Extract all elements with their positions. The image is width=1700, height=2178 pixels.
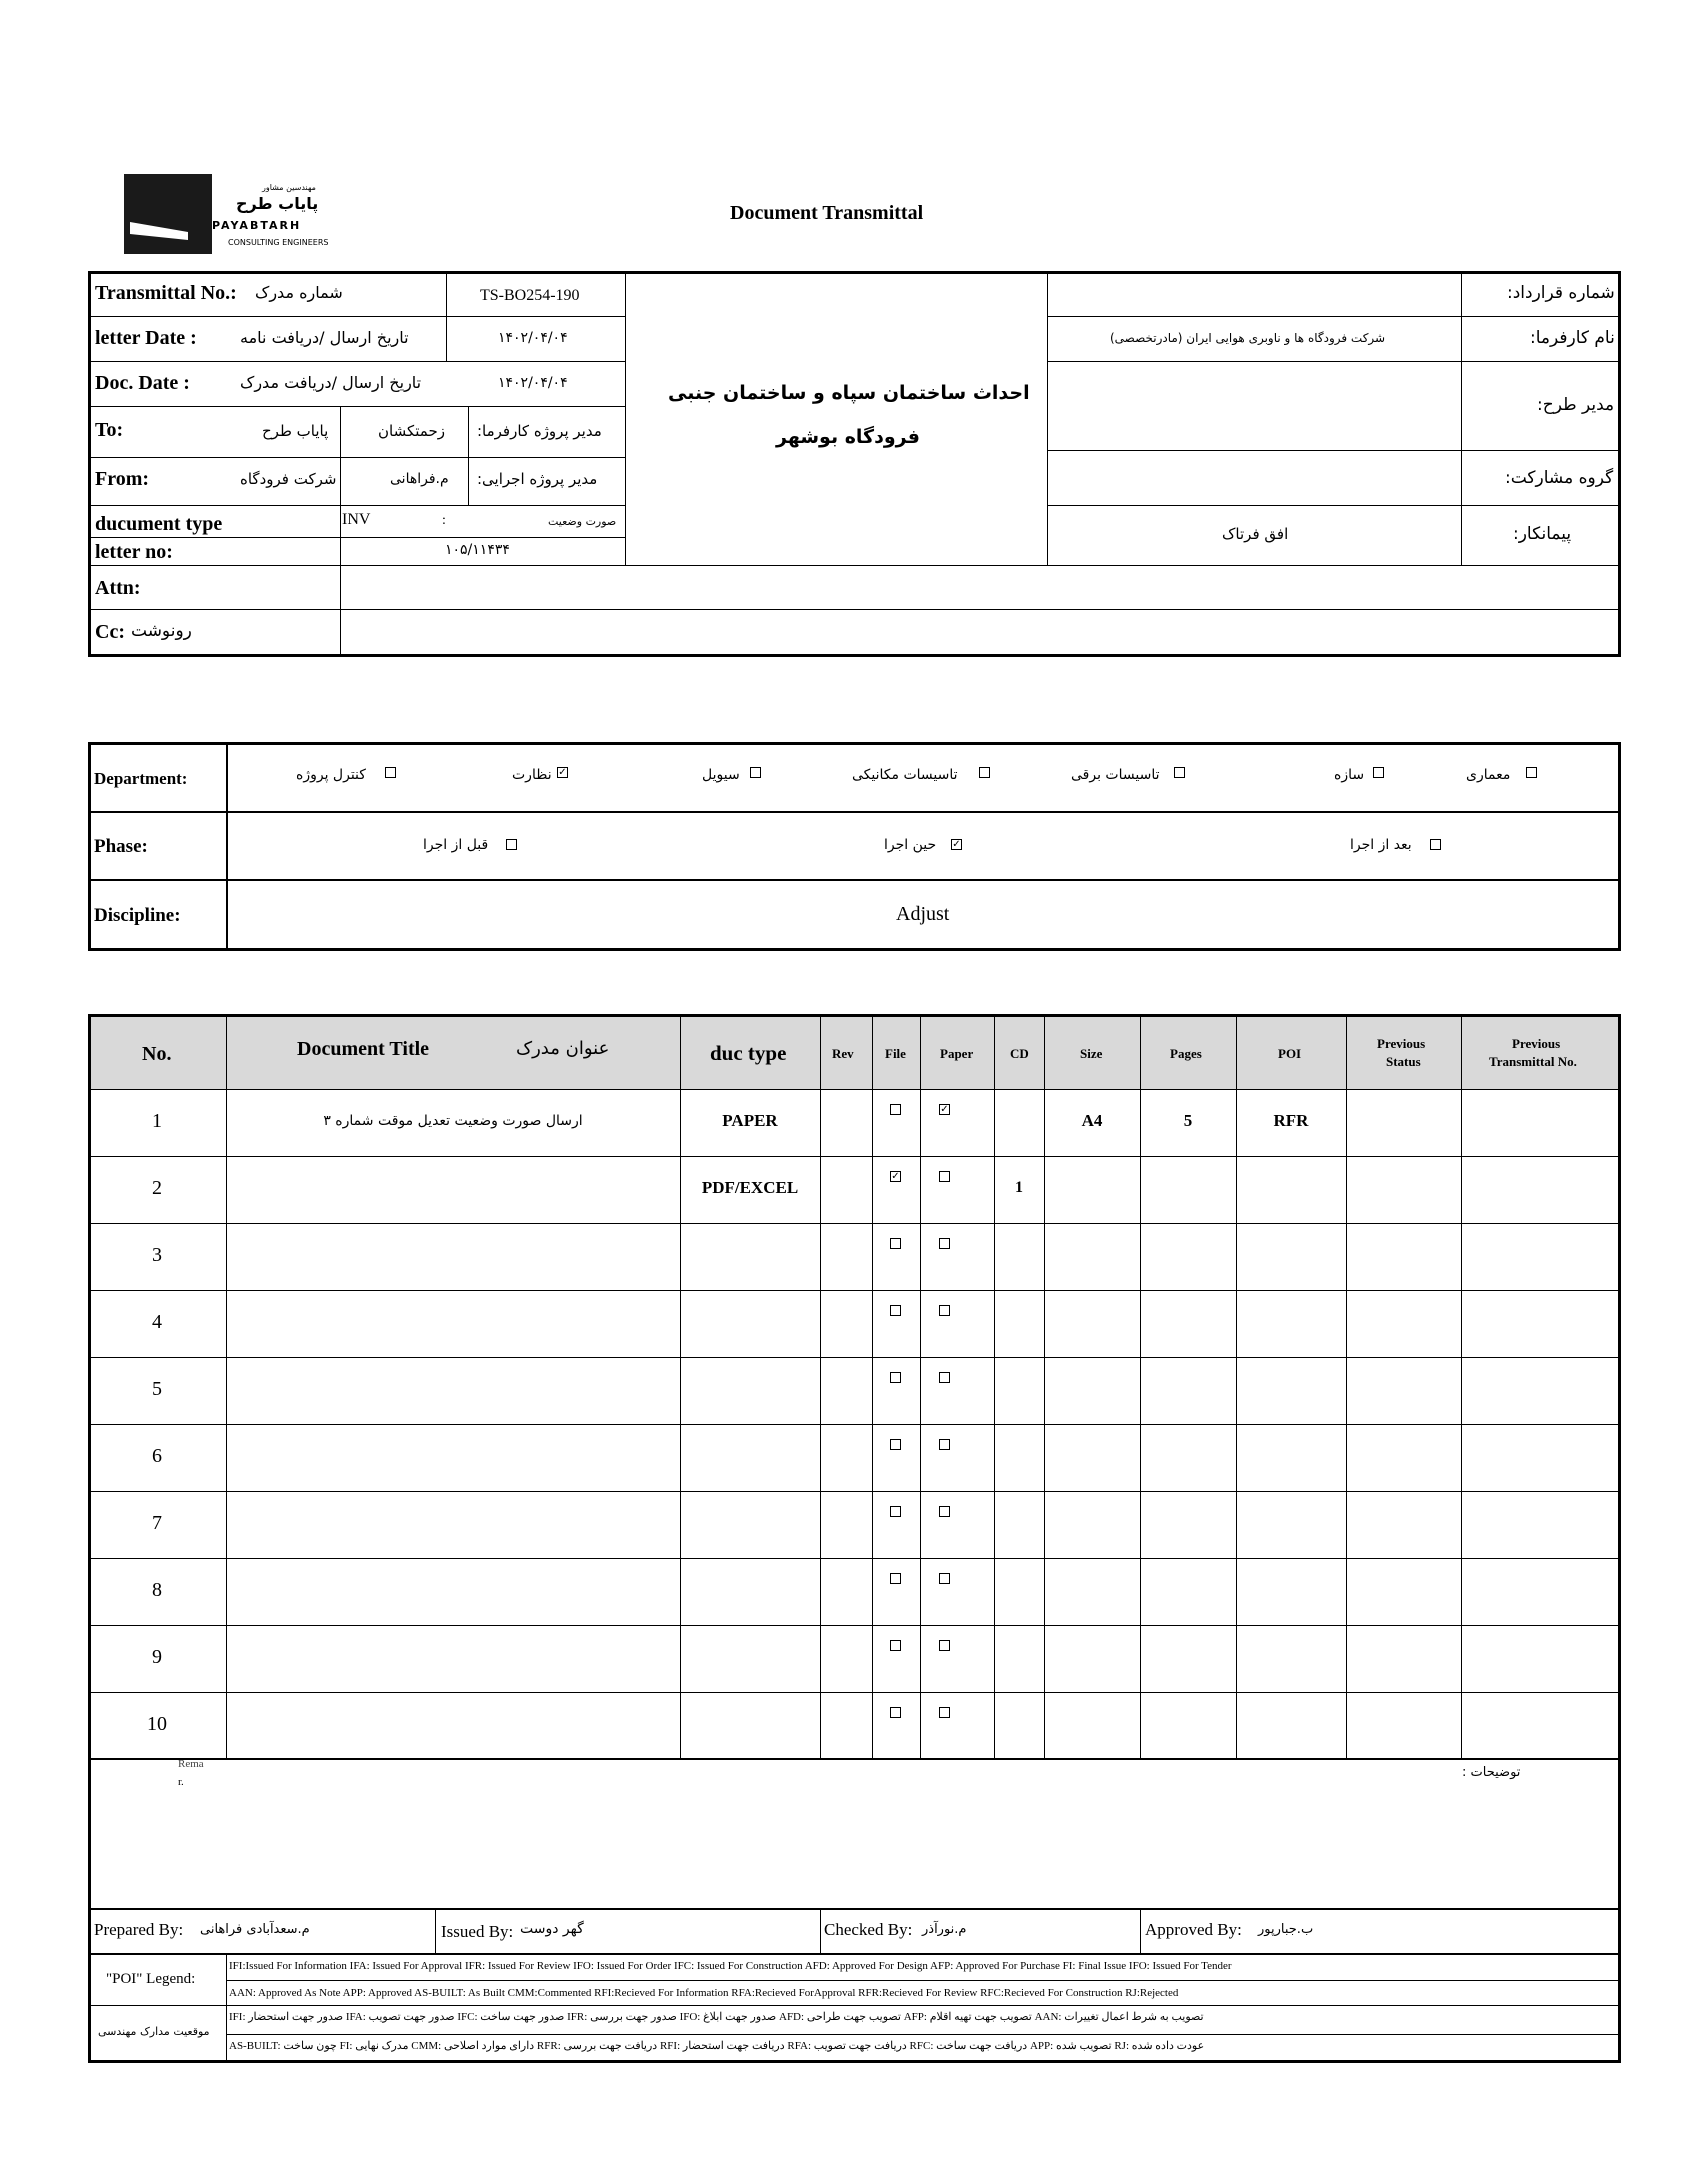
phase-label-text: قبل از اجرا <box>423 837 489 853</box>
logo-name-en: PAYABTARH <box>212 219 302 232</box>
phase-label-text: بعد از اجرا <box>1350 837 1412 853</box>
col-header-rev: Rev <box>832 1046 854 1061</box>
to-value: پایاب طرح <box>262 422 329 440</box>
to-person: زحمتکشان <box>378 422 445 440</box>
dept-label: سیویل <box>702 767 740 783</box>
cell-no: 9 <box>152 1645 162 1668</box>
col-header-poi: POI <box>1278 1046 1302 1061</box>
issued-by-label: Issued By: <box>441 1922 514 1941</box>
transmittal-no-label: Transmittal No.: <box>95 282 237 304</box>
paper-checkbox[interactable] <box>939 1573 950 1584</box>
file-checkbox[interactable] <box>890 1238 901 1249</box>
dept-label: سازه <box>1334 767 1365 783</box>
remarks-sub: r. <box>178 1776 184 1788</box>
legend-label-en: "POI" Legend: <box>106 1971 196 1987</box>
page-title: Document Transmittal <box>730 202 924 224</box>
dept-label: کنترل پروژه <box>296 767 366 783</box>
cell-no: 4 <box>152 1310 162 1333</box>
file-checkbox[interactable] <box>890 1372 901 1383</box>
contractor-value: افق فرتاک <box>1222 525 1289 543</box>
file-checkbox[interactable]: ✓ <box>891 1171 900 1182</box>
file-checkbox[interactable] <box>890 1305 901 1316</box>
cell-no: 2 <box>152 1176 162 1199</box>
col-header-doc-title-fa: عنوان مدرک <box>516 1038 610 1059</box>
from-value: شرکت فرودگاه <box>240 470 337 488</box>
letter-no-label: letter no: <box>95 541 173 563</box>
paper-checkbox[interactable] <box>939 1171 950 1182</box>
phase-checkbox[interactable] <box>1430 839 1441 850</box>
paper-checkbox[interactable] <box>939 1305 950 1316</box>
col-header-prev-trans-1: Previous <box>1512 1036 1561 1051</box>
col-header-pages: Pages <box>1170 1046 1202 1061</box>
discipline-value: Adjust <box>896 903 950 925</box>
cell-no: 1 <box>152 1109 162 1132</box>
doc-type-colon: : <box>442 513 446 528</box>
approved-by-value: ب.جبارپور <box>1258 1922 1314 1937</box>
letter-no-value: ۱۰۵/۱۱۴۳۴ <box>445 542 510 558</box>
paper-checkbox[interactable] <box>939 1640 950 1651</box>
col-header-no: No. <box>142 1043 172 1065</box>
from-role-fa: مدیر پروژه اجرایی: <box>477 470 598 488</box>
transmittal-no-value: TS-BO254-190 <box>480 287 580 304</box>
from-label: From: <box>95 468 150 490</box>
manager-label: مدیر طرح: <box>1537 395 1615 415</box>
logo-mark-icon <box>124 174 212 254</box>
checked-by-label: Checked By: <box>824 1920 913 1939</box>
dept-checkbox[interactable] <box>750 767 761 778</box>
to-label: To: <box>95 419 124 441</box>
prepared-by-label: Prepared By: <box>94 1920 184 1939</box>
project-title-line1: احداث ساختمان سپاه و ساختمان جنبی <box>668 382 1030 404</box>
legend-line-2: AAN: Approved As Note APP: Approved AS-BUILT: As Built CMM:Commented RFI:Recieved For Information RFA:Recieved ForApproval RFR:Recieved For Review RFC:Recieved For Construction RJ:Rejected <box>229 1987 1179 1999</box>
file-checkbox[interactable] <box>890 1707 901 1718</box>
project-title-line2: فرودگاه بوشهر <box>776 426 920 448</box>
doc-type-label: ducument type <box>95 513 223 535</box>
dept-label: معماری <box>1466 767 1511 783</box>
letter-date-value: ۱۴۰۲/۰۴/۰۴ <box>498 330 568 346</box>
approved-by-label: Approved By: <box>1145 1920 1242 1939</box>
logo-name-fa: پایاب طرح <box>236 194 319 213</box>
dept-checkbox[interactable] <box>979 767 990 778</box>
cell-no: 10 <box>147 1712 167 1735</box>
file-checkbox[interactable] <box>890 1573 901 1584</box>
col-header-prev-status-2: Status <box>1386 1054 1421 1069</box>
doc-type-fa: صورت وضعیت <box>548 515 617 528</box>
employer-label: نام کارفرما: <box>1530 328 1615 348</box>
cell-no: 5 <box>152 1377 162 1400</box>
cell-no: 7 <box>152 1511 162 1534</box>
paper-checkbox[interactable] <box>939 1506 950 1517</box>
phase-label: Phase: <box>94 836 148 857</box>
doc-date-value: ۱۴۰۲/۰۴/۰۴ <box>498 375 568 391</box>
partnership-label: گروه مشارکت: <box>1505 468 1614 488</box>
doc-date-label: Doc. Date : <box>95 372 190 394</box>
doc-type-value: INV <box>342 511 371 528</box>
transmittal-no-fa: شماره مدرک <box>255 283 343 302</box>
legend-line-3: IFI: صدور جهت استحضار IFA: صدور جهت تصویب IFC: صدور جهت ساخت IFR: صدور جهت بررسی IFO: صدور جهت ابلاغ AFD: تصویب جهت طراحی AFP: تصویب جهت تهیه اقلام AAN: تصویب به شرط اعمال تغییرات <box>229 2011 1204 2023</box>
file-checkbox[interactable] <box>890 1439 901 1450</box>
cell-size: A4 <box>1081 1111 1103 1130</box>
col-header-file: File <box>885 1046 906 1061</box>
cc-fa: رونوشت <box>131 621 192 641</box>
department-label: Department: <box>94 769 188 788</box>
paper-checkbox[interactable] <box>939 1707 950 1718</box>
cc-label: Cc: <box>95 621 125 643</box>
dept-checkbox[interactable] <box>1174 767 1185 778</box>
cell-poi: RFR <box>1273 1111 1309 1130</box>
contract-no-label: شماره قرارداد: <box>1507 283 1615 303</box>
legend-label-fa: موقعیت مدارک مهندسی <box>98 2025 210 2038</box>
col-header-prev-status-1: Previous <box>1377 1036 1426 1051</box>
cell-pages: 5 <box>1183 1111 1193 1130</box>
company-logo <box>124 174 336 254</box>
paper-checkbox[interactable]: ✓ <box>940 1104 949 1115</box>
attn-label: Attn: <box>95 577 141 599</box>
paper-checkbox[interactable] <box>939 1439 950 1450</box>
col-header-doc-title: Document Title <box>297 1038 430 1060</box>
cell-cd: 1 <box>1015 1178 1023 1196</box>
cell-type: PAPER <box>722 1111 778 1130</box>
employer-value: شرکت فرودگاه ها و ناوبری هوایی ایران (مادرتخصصی) <box>1110 331 1386 345</box>
file-checkbox[interactable] <box>890 1640 901 1651</box>
remarks-label-en: Rema <box>178 1758 204 1770</box>
col-header-doc-type: duc type <box>710 1041 787 1065</box>
dept-label: نظارت <box>512 767 552 783</box>
col-header-paper: Paper <box>940 1046 974 1061</box>
discipline-label: Discipline: <box>94 905 181 926</box>
checked-by-value: م.نورآذر <box>922 1922 967 1937</box>
dept-checkbox[interactable] <box>1526 767 1537 778</box>
paper-checkbox[interactable] <box>939 1238 950 1249</box>
cell-no: 8 <box>152 1578 162 1601</box>
dept-checkbox[interactable] <box>1373 767 1384 778</box>
dept-label: تاسیسات برقی <box>1071 767 1160 783</box>
col-header-cd: CD <box>1010 1046 1029 1061</box>
file-checkbox[interactable] <box>890 1506 901 1517</box>
letter-date-label: letter Date : <box>95 327 197 349</box>
cell-no: 6 <box>152 1444 162 1467</box>
logo-top-text: مهندسین مشاور <box>262 183 316 192</box>
to-role-fa: مدیر پروژه کارفرما: <box>477 422 602 440</box>
from-person: م.فراهانی <box>390 471 449 487</box>
issued-by-value: گهر دوست <box>520 1921 584 1937</box>
cell-no: 3 <box>152 1243 162 1266</box>
file-checkbox[interactable] <box>890 1104 901 1115</box>
col-header-size: Size <box>1080 1046 1103 1061</box>
cell-type: PDF/EXCEL <box>701 1178 799 1197</box>
phase-checkbox[interactable]: ✓ <box>952 839 961 850</box>
col-header-prev-trans-2: Transmittal No. <box>1489 1054 1577 1069</box>
phase-checkbox[interactable] <box>506 839 517 850</box>
cell-title: ارسال صورت وضعیت تعدیل موقت شماره ۳ <box>323 1112 583 1129</box>
contractor-label: پیمانکار: <box>1513 524 1572 544</box>
prepared-by-value: م.سعدآبادی فراهانی <box>200 1922 310 1937</box>
paper-checkbox[interactable] <box>939 1372 950 1383</box>
dept-label: تاسیسات مکانیکی <box>852 767 958 783</box>
dept-checkbox[interactable]: ✓ <box>558 767 567 778</box>
dept-checkbox[interactable] <box>385 767 396 778</box>
legend-line-1: IFI:Issued For Information IFA: Issued For Approval IFR: Issued For Review IFO: Issued For Order IFC: Issued For Construction AFD: Approved For Design AFP: Approved For Purchase FI: Final Issue IFO: Issued For Tender <box>229 1960 1232 1972</box>
letter-date-fa: تاریخ ارسال /دریافت نامه <box>240 328 409 347</box>
remarks-label-fa: توضیحات : <box>1462 1765 1521 1780</box>
legend-line-4: AS-BUILT: چون ساخت FI: مدرک نهایی CMM: دارای موارد اصلاحی RFR: دریافت جهت بررسی RFI: دریافت جهت استحضار RFA: دریافت جهت تصویب RFC: دریافت جهت ساخت APP: تصویب شده RJ: عودت داده شده <box>229 2040 1205 2052</box>
phase-label-text: حین اجرا <box>884 837 937 853</box>
logo-subtitle: CONSULTING ENGINEERS <box>228 238 329 247</box>
doc-date-fa: تاریخ ارسال /دریافت مدرک <box>240 373 422 392</box>
documents-table <box>88 1014 1621 2063</box>
